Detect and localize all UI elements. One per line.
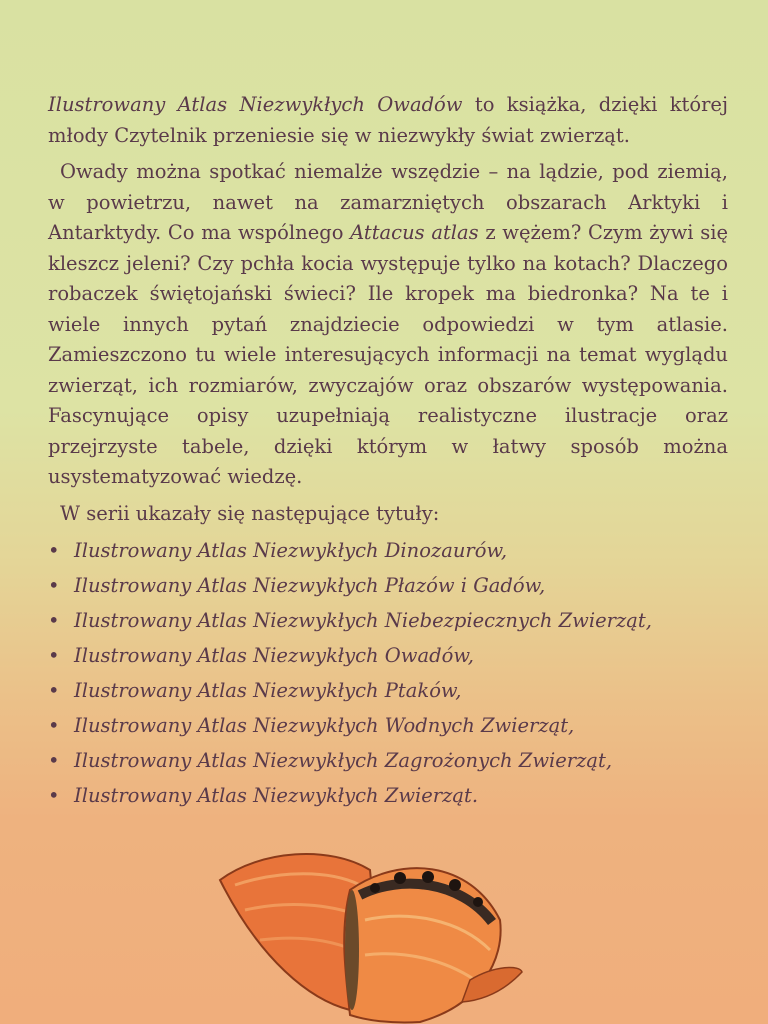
series-title: Ilustrowany Atlas Niezwykłych Zagrożonych Zwierząt, bbox=[74, 749, 613, 772]
list-item bbox=[48, 743, 728, 778]
list-item bbox=[48, 673, 728, 708]
description-text-2: z wężem? Czym żywi się kleszcz jeleni? Czy pchła kocia występuje tylko na kotach? Dlaczego robaczek świętojański świeci? Ile kropek ma biedronka? Na te i wiele innych pytań znajdziecie odpowiedzi w tym atlasie. Zamieszczono tu wiele interesujących informacji na temat wyglądu zwierząt, ich rozmiarów, zwyczajów oraz obszarów występowania. Fascynujące opisy uzupełniają realistyczne ilustracje oraz przejrzyste tabele, dzięki którym w łatwy sposób można usystematyzować wiedzę. bbox=[48, 221, 728, 488]
series-title: Ilustrowany Atlas Niezwykłych Zwierząt. bbox=[74, 784, 479, 807]
series-title: Ilustrowany Atlas Niezwykłych Niebezpiecznych Zwierząt, bbox=[74, 609, 652, 632]
bullet: • bbox=[48, 679, 60, 702]
bullet: • bbox=[48, 749, 60, 772]
intro-text: to książka, dzięki której młody Czytelnik przeniesie się w niezwykły świat zwierząt. bbox=[48, 93, 728, 147]
description-text-1: Owady można spotkać niemalże wszędzie – na lądzie, pod ziemią, w powietrzu, nawet na zamarzniętych obszarach Arktyki i Antarktydy. Co ma wspólnego bbox=[48, 160, 728, 244]
list-item bbox=[48, 708, 728, 743]
bullet: • bbox=[48, 539, 60, 562]
series-title: Ilustrowany Atlas Niezwykłych Wodnych Zwierząt, bbox=[74, 714, 575, 737]
series-title: Ilustrowany Atlas Niezwykłych Owadów, bbox=[74, 644, 474, 667]
bullet: • bbox=[48, 574, 60, 597]
butterfly-illustration bbox=[200, 840, 540, 1024]
description-paragraph bbox=[48, 157, 728, 493]
series-title: Ilustrowany Atlas Niezwykłych Dinozaurów, bbox=[74, 539, 508, 562]
series-title-list bbox=[48, 533, 728, 813]
series-title: Ilustrowany Atlas Niezwykłych Płazów i Gadów, bbox=[74, 574, 546, 597]
list-item bbox=[48, 603, 728, 638]
bullet: • bbox=[48, 609, 60, 632]
list-item bbox=[48, 638, 728, 673]
intro-paragraph bbox=[48, 90, 728, 151]
series-heading: W serii ukazały się następujące tytuły: bbox=[60, 501, 440, 525]
list-item bbox=[48, 533, 728, 568]
series-title: Ilustrowany Atlas Niezwykłych Ptaków, bbox=[74, 679, 462, 702]
book-title: Ilustrowany Atlas Niezwykłych Owadów bbox=[48, 93, 463, 116]
bullet: • bbox=[48, 644, 60, 667]
list-item bbox=[48, 568, 728, 603]
species-name: Attacus atlas bbox=[350, 221, 479, 244]
blurb-text bbox=[48, 90, 728, 813]
bullet: • bbox=[48, 784, 60, 807]
bullet: • bbox=[48, 714, 60, 737]
butterfly-body bbox=[345, 890, 359, 1010]
list-item bbox=[48, 778, 728, 813]
